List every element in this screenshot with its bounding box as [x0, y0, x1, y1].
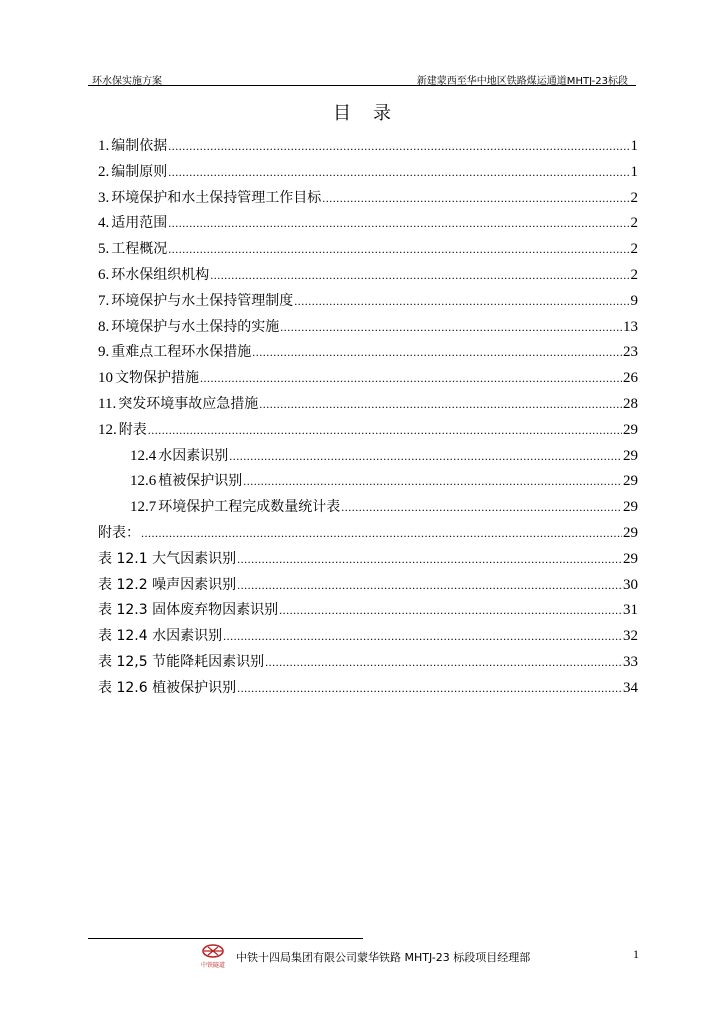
toc-entry-label: 环境保护与水土保持管理制度	[111, 292, 294, 309]
toc-entry-label: 附表	[118, 421, 147, 438]
toc-entry-label: 表 12,5 节能降耗因素识别	[98, 653, 265, 670]
toc-entry-page: 29	[623, 524, 638, 541]
toc-entry-page: 32	[623, 628, 638, 645]
company-logo-icon	[198, 942, 228, 970]
toc-entry[interactable]	[98, 418, 638, 444]
toc-entry-number: 12.4	[130, 447, 157, 464]
toc-entry-number: 8.	[98, 318, 110, 335]
toc-leader-dots	[341, 495, 622, 521]
toc-entry-number: 11.	[98, 395, 117, 412]
toc-entry-number: 7.	[98, 292, 110, 309]
toc-entry[interactable]	[98, 624, 638, 650]
toc-entry-page: 29	[623, 421, 638, 438]
toc-entry[interactable]	[98, 676, 638, 702]
toc-leader-dots	[279, 598, 622, 624]
toc-entry-label: 环境保护工程完成数量统计表	[158, 499, 341, 516]
toc-entry-number: 12.	[98, 421, 117, 438]
toc-entry-page: 28	[623, 395, 638, 412]
toc-entry[interactable]	[98, 521, 638, 547]
toc-entry-label: 环境保护与水土保持的实施	[111, 318, 280, 335]
toc-leader-dots	[294, 289, 629, 315]
toc-leader-dots	[200, 366, 622, 392]
toc-entry-label: 环水保组织机构	[111, 266, 210, 283]
toc-entry[interactable]	[98, 315, 638, 341]
toc-entry-page: 1	[630, 138, 638, 154]
toc-entry-number: 6.	[98, 266, 110, 283]
toc-entry-page: 2	[630, 189, 638, 206]
toc-leader-dots	[141, 521, 622, 547]
toc-entry-label: 表 12.6 植被保护识别	[98, 679, 237, 696]
toc-entry-number: 10	[98, 370, 113, 387]
toc-entry-page: 23	[623, 344, 638, 361]
toc-entry-page: 1	[630, 163, 638, 180]
header-left: 环水保实施方案	[92, 76, 162, 87]
toc-entry-label: 工程概况	[111, 241, 168, 258]
toc-entry[interactable]	[98, 237, 638, 263]
toc-leader-dots	[237, 547, 622, 573]
toc-entry[interactable]	[98, 444, 638, 470]
toc-entry-label: 文物保护措施	[115, 370, 199, 387]
toc-leader-dots	[148, 418, 622, 444]
toc-entry-label: 环境保护和水土保持管理工作目标	[111, 189, 322, 206]
toc-leader-dots	[168, 211, 629, 237]
toc-leader-dots	[259, 392, 622, 418]
toc-entry-label: 植被保护识别	[158, 473, 243, 490]
toc-entry-number: 12.7	[130, 499, 157, 516]
toc-entry-label: 重难点工程环水保措施	[111, 344, 252, 361]
toc-leader-dots	[237, 676, 622, 702]
toc-entry-label: 表 12.3 固体废弃物因素识别	[98, 602, 279, 619]
toc-entry[interactable]	[98, 573, 638, 599]
toc-entry-number: 4.	[98, 215, 110, 232]
toc-entry-page: 2	[630, 266, 638, 283]
toc-entry-number: 1.	[98, 138, 110, 154]
toc-leader-dots	[168, 237, 629, 263]
table-of-contents	[98, 134, 638, 702]
toc-leader-dots	[210, 263, 629, 289]
footer-text: 中铁十四局集团有限公司蒙华铁路 MHTJ-23 标段项目经理部	[236, 951, 531, 964]
toc-entry-page: 33	[623, 653, 638, 670]
toc-entry[interactable]	[98, 366, 638, 392]
toc-leader-dots	[229, 444, 622, 470]
toc-entry-label: 表 12.2 噪声因素识别	[98, 576, 237, 593]
toc-entry-page: 31	[623, 602, 638, 619]
toc-entry-page: 29	[623, 499, 638, 516]
toc-leader-dots	[243, 469, 622, 495]
toc-leader-dots	[280, 315, 622, 341]
toc-entry[interactable]	[98, 392, 638, 418]
toc-entry[interactable]	[98, 263, 638, 289]
toc-entry[interactable]	[98, 211, 638, 237]
toc-entry-label: 附表：	[98, 524, 140, 541]
toc-entry[interactable]	[98, 186, 638, 212]
toc-entry-number: 12.6	[130, 473, 157, 490]
toc-leader-dots	[322, 186, 629, 212]
toc-entry[interactable]	[98, 495, 638, 521]
toc-entry[interactable]	[98, 469, 638, 495]
toc-entry-page: 9	[630, 292, 638, 309]
toc-leader-dots	[252, 340, 622, 366]
footer-rule	[88, 938, 363, 939]
toc-entry[interactable]	[98, 598, 638, 624]
toc-leader-dots	[223, 624, 622, 650]
logo-text: 中铁隧道	[200, 962, 226, 969]
header-right: 新建蒙西至华中地区铁路煤运通道MHTJ-23标段	[416, 76, 628, 87]
header-rule	[88, 85, 636, 86]
toc-entry-number: 3.	[98, 189, 110, 206]
toc-entry-number: 2.	[98, 163, 110, 180]
toc-entry[interactable]	[98, 134, 638, 160]
toc-entry-page: 34	[623, 679, 638, 696]
toc-leader-dots	[168, 134, 629, 160]
toc-entry-page: 29	[623, 550, 638, 567]
toc-entry-number: 9.	[98, 344, 110, 361]
toc-entry-page: 29	[623, 473, 638, 490]
footer-page-number: 1	[633, 947, 639, 961]
toc-leader-dots	[265, 650, 622, 676]
toc-entry[interactable]	[98, 340, 638, 366]
toc-entry-number: 5.	[98, 241, 110, 258]
toc-entry-label: 突发环境事故应急措施	[118, 395, 259, 412]
toc-entry[interactable]	[98, 547, 638, 573]
toc-entry-label: 表 12.1 大气因素识别	[98, 550, 237, 567]
page-title: 目录	[333, 103, 413, 124]
toc-entry-page: 30	[623, 576, 638, 593]
toc-entry-label: 水因素识别	[158, 447, 229, 464]
toc-entry-label: 编制原则	[111, 163, 168, 180]
toc-leader-dots	[237, 573, 622, 599]
toc-entry-page: 26	[623, 370, 638, 387]
toc-entry-page: 29	[623, 447, 638, 464]
toc-entry-label: 适用范围	[111, 215, 168, 232]
toc-entry-page: 2	[630, 241, 638, 258]
toc-entry-page: 13	[623, 318, 638, 335]
toc-entry-label: 编制依据	[111, 138, 168, 154]
toc-entry[interactable]	[98, 650, 638, 676]
toc-entry[interactable]	[98, 160, 638, 186]
toc-entry[interactable]	[98, 289, 638, 315]
toc-entry-page: 2	[630, 215, 638, 232]
toc-leader-dots	[168, 160, 629, 186]
toc-entry-label: 表 12.4 水因素识别	[98, 628, 223, 645]
